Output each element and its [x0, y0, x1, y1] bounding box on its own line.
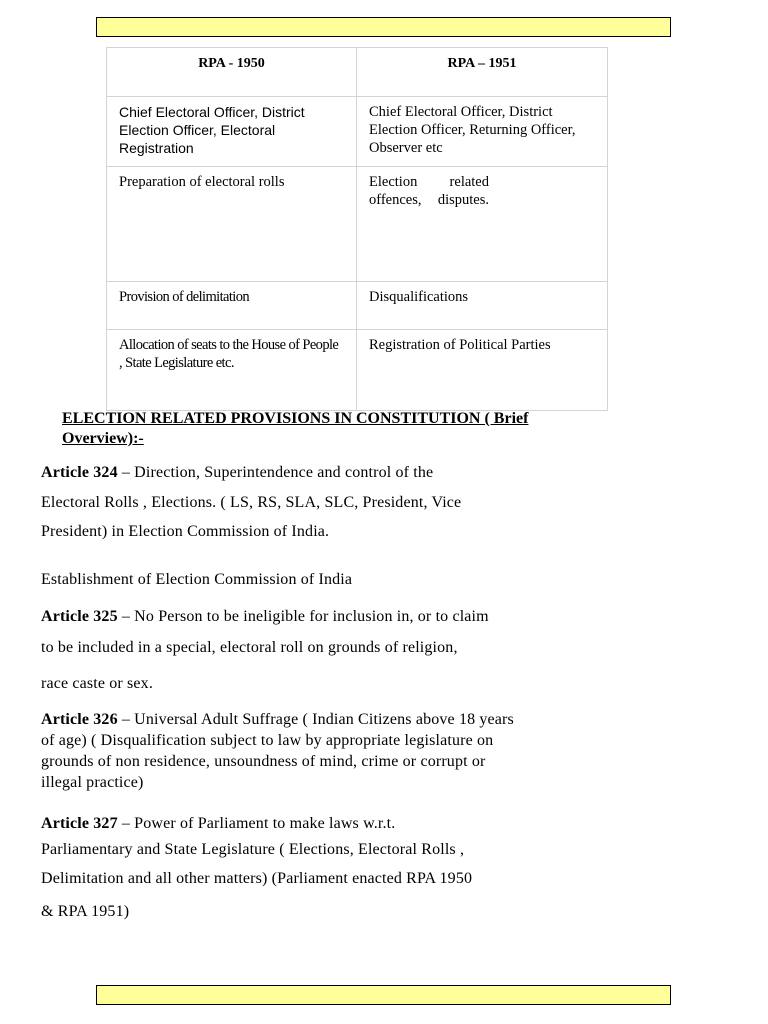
table-cell: Registration of Political Parties: [357, 330, 608, 411]
table-row: [107, 97, 608, 167]
article-line: [41, 601, 611, 632]
article-line: grounds of non residence, unsoundness of mind, crime or corrupt or: [41, 753, 486, 770]
article-line: to be included in a special, electoral roll on grounds of religion,: [41, 639, 458, 656]
table-row: [107, 330, 608, 411]
table-row: [107, 167, 608, 282]
rpa-comparison-table: [106, 47, 608, 411]
article-325: [41, 601, 611, 699]
article-text: – Direction, Superintendence and control of the: [117, 464, 434, 481]
article-line: Electoral Rolls , Elections. ( LS, RS, SLA, SLC, President, Vice: [41, 493, 462, 511]
article-line: [41, 458, 611, 488]
establishment-note: Establishment of Election Commission of India: [41, 571, 353, 588]
table-cell: Preparation of electoral rolls: [107, 167, 357, 282]
table-row: [107, 282, 608, 330]
cell-text-part: Election related offences, disputes.: [369, 174, 489, 208]
section-heading-line: ELECTION RELATED PROVISIONS IN CONSTITUTION ( Brief: [62, 410, 529, 427]
table-cell: Allocation of seats to the House of People , State Legislature etc.: [107, 330, 357, 411]
article-line: President) in Election Commission of India.: [41, 523, 330, 540]
article-text: – No Person to be ineligible for inclusion in, or to claim: [117, 608, 489, 625]
article-line: of age) ( Disqualification subject to law by appropriate legislature on: [41, 732, 494, 749]
article-line: race caste or sex.: [41, 675, 153, 692]
article-label: Article 327: [41, 815, 118, 832]
article-324: [41, 458, 611, 547]
section-heading-line: Overview):-: [62, 430, 144, 447]
table-cell: Disqualifications: [357, 282, 608, 330]
article-text: – Power of Parliament to make laws w.r.t.: [117, 815, 396, 832]
column-header-rpa-1951: RPA – 1951: [357, 48, 608, 97]
column-header-rpa-1950: RPA - 1950: [107, 48, 357, 97]
table-cell: [357, 167, 608, 282]
article-label: Article 326: [41, 711, 118, 728]
section-heading: [62, 409, 602, 449]
article-line: & RPA 1951): [41, 903, 130, 920]
cell-text: [369, 173, 489, 209]
header-band: [96, 17, 671, 37]
article-327: [41, 813, 611, 926]
article-line: illegal practice): [41, 774, 144, 791]
article-label: Article 325: [41, 608, 118, 625]
footer-band: [96, 985, 671, 1005]
article-line: Parliamentary and State Legislature ( Elections, Electoral Rolls ,: [41, 841, 465, 858]
article-line: [41, 813, 611, 835]
table-cell: Chief Electoral Officer, District Election Officer, Returning Officer, Observer etc: [357, 97, 608, 167]
article-line: [41, 709, 611, 730]
article-326: [41, 709, 611, 793]
article-line: Delimitation and all other matters) (Parliament enacted RPA 1950: [41, 870, 473, 887]
article-label: Article 324: [41, 464, 118, 481]
article-text: – Universal Adult Suffrage ( Indian Citizens above 18 years: [117, 711, 514, 728]
table-cell: Chief Electoral Officer, District Election Officer, Electoral Registration: [107, 97, 357, 167]
table-header-row: [107, 48, 608, 97]
table-cell: Provision of delimitation: [107, 282, 357, 330]
